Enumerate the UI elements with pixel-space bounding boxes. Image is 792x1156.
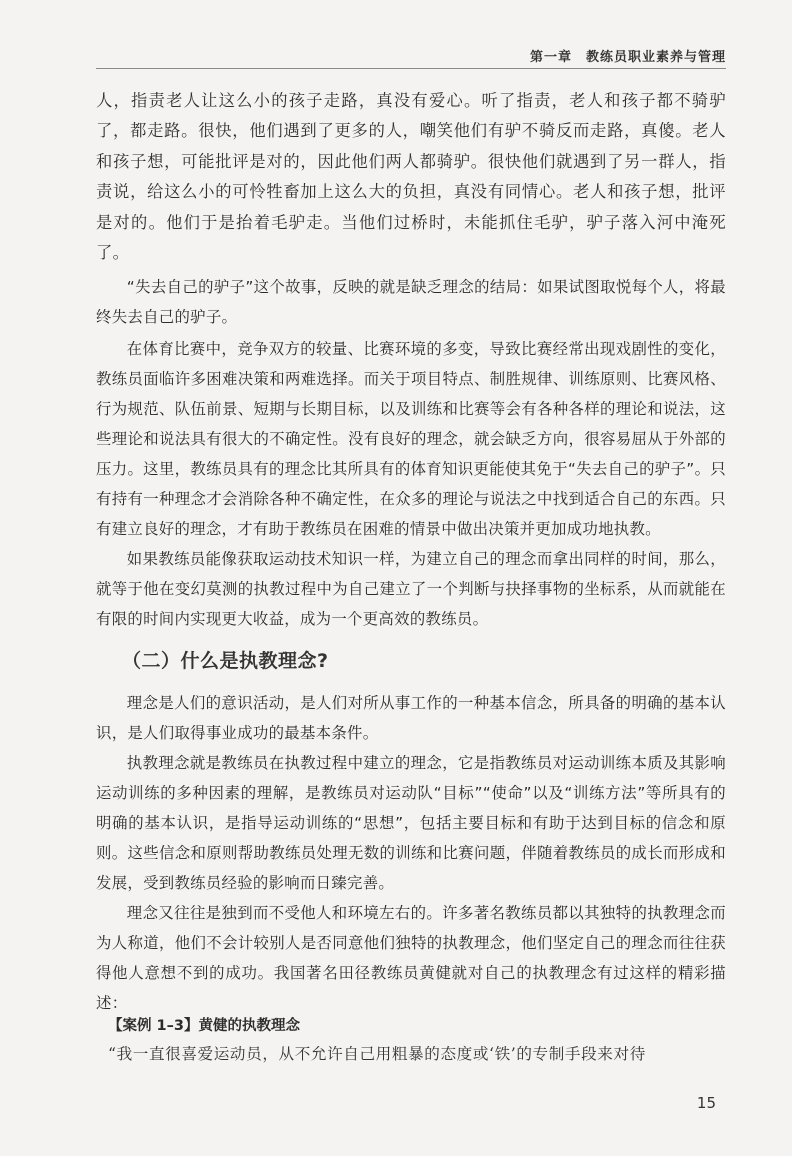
section-heading: （二）什么是执教理念? xyxy=(122,650,329,672)
paragraph: 执教理念就是教练员在执教过程中建立的理念，它是指教练员对运动训练本质及其影响运动训练的多种因素的理解，是教练员对运动队“目标”“使命”以及“训练方法”等所具有的明确的基本认识，是指导运动训练的“思想”，包括主要目标和有助于达到目标的信念和原则。这些信念和原则帮助教练员处理无数的训练和比赛问题，伴随着教练员的成长而形成和发展，受到教练员经验的影响而日臻完善。 xyxy=(96,754,726,892)
running-header xyxy=(96,40,726,69)
case-title: 【案例 1–3】黄健的执教理念 xyxy=(108,1018,300,1034)
page-number: 15 xyxy=(696,1094,716,1112)
paragraph-group-3 xyxy=(96,688,726,1018)
paragraph: “失去自己的驴子”这个故事，反映的就是缺乏理念的结局：如果试图取悦每个人，将最终失去自己的驴子。 xyxy=(96,278,726,326)
paragraph-group-2 xyxy=(96,334,726,634)
case-quote: “我一直很喜爱运动员，从不允许自己用粗暴的态度或‘铁’的专制手段来对待 xyxy=(108,1045,646,1063)
paragraph: 理念是人们的意识活动，是人们对所从事工作的一种基本信念，所具备的明确的基本认识，是人们取得事业成功的最基本条件。 xyxy=(96,694,726,742)
paragraph-group-1 xyxy=(96,272,726,332)
chapter-title: 第一章 教练员职业素养与管理 xyxy=(529,50,726,65)
paragraph: 理念又往往是独到而不受他人和环境左右的。许多著名教练员都以其独特的执教理念而为人称道，他们不会计较别人是否同意他们独特的执教理念，他们坚定自己的理念而往往获得他人意想不到的成功。我国著名田径教练员黄健就对自己的执教理念有过这样的精彩描述： xyxy=(96,904,726,1012)
story-text: 人，指责老人让这么小的孩子走路，真没有爱心。听了指责，老人和孩子都不骑驴了，都走路。很快，他们遇到了更多的人，嘲笑他们有驴不骑反而走路，真傻。老人和孩子想，可能批评是对的，因此他们两人都骑驴。很快他们就遇到了另一群人，指责说，给这么小的可怜牲畜加上这么大的负担，真没有同情心。老人和孩子想，批评是对的。他们于是抬着毛驴走。当他们过桥时，未能抓住毛驴，驴子落入河中淹死了。 xyxy=(96,91,726,263)
story-paragraph xyxy=(96,86,726,268)
paragraph: 如果教练员能像获取运动技术知识一样，为建立自己的理念而拿出同样的时间，那么，就等于他在变幻莫测的执教过程中为自己建立了一个判断与抉择事物的坐标系，从而就能在有限的时间内实现更大收益，成为一个更高效的教练员。 xyxy=(96,550,726,628)
paragraph: 在体育比赛中，竞争双方的较量、比赛环境的多变，导致比赛经常出现戏剧性的变化，教练员面临许多困难决策和两难选择。而关于项目特点、制胜规律、训练原则、比赛风格、行为规范、队伍前景、短期与长期目标，以及训练和比赛等会有各种各样的理论和说法，这些理论和说法具有很大的不确定性。没有良好的理念，就会缺乏方向，很容易屈从于外部的压力。这里，教练员具有的理念比其所具有的体育知识更能使其免于“失去自己的驴子”。只有持有一种理念才会消除各种不确定性，在众多的理论与说法之中找到适合自己的东西。只有建立良好的理念，才有助于教练员在困难的情景中做出决策并更加成功地执教。 xyxy=(96,340,726,538)
